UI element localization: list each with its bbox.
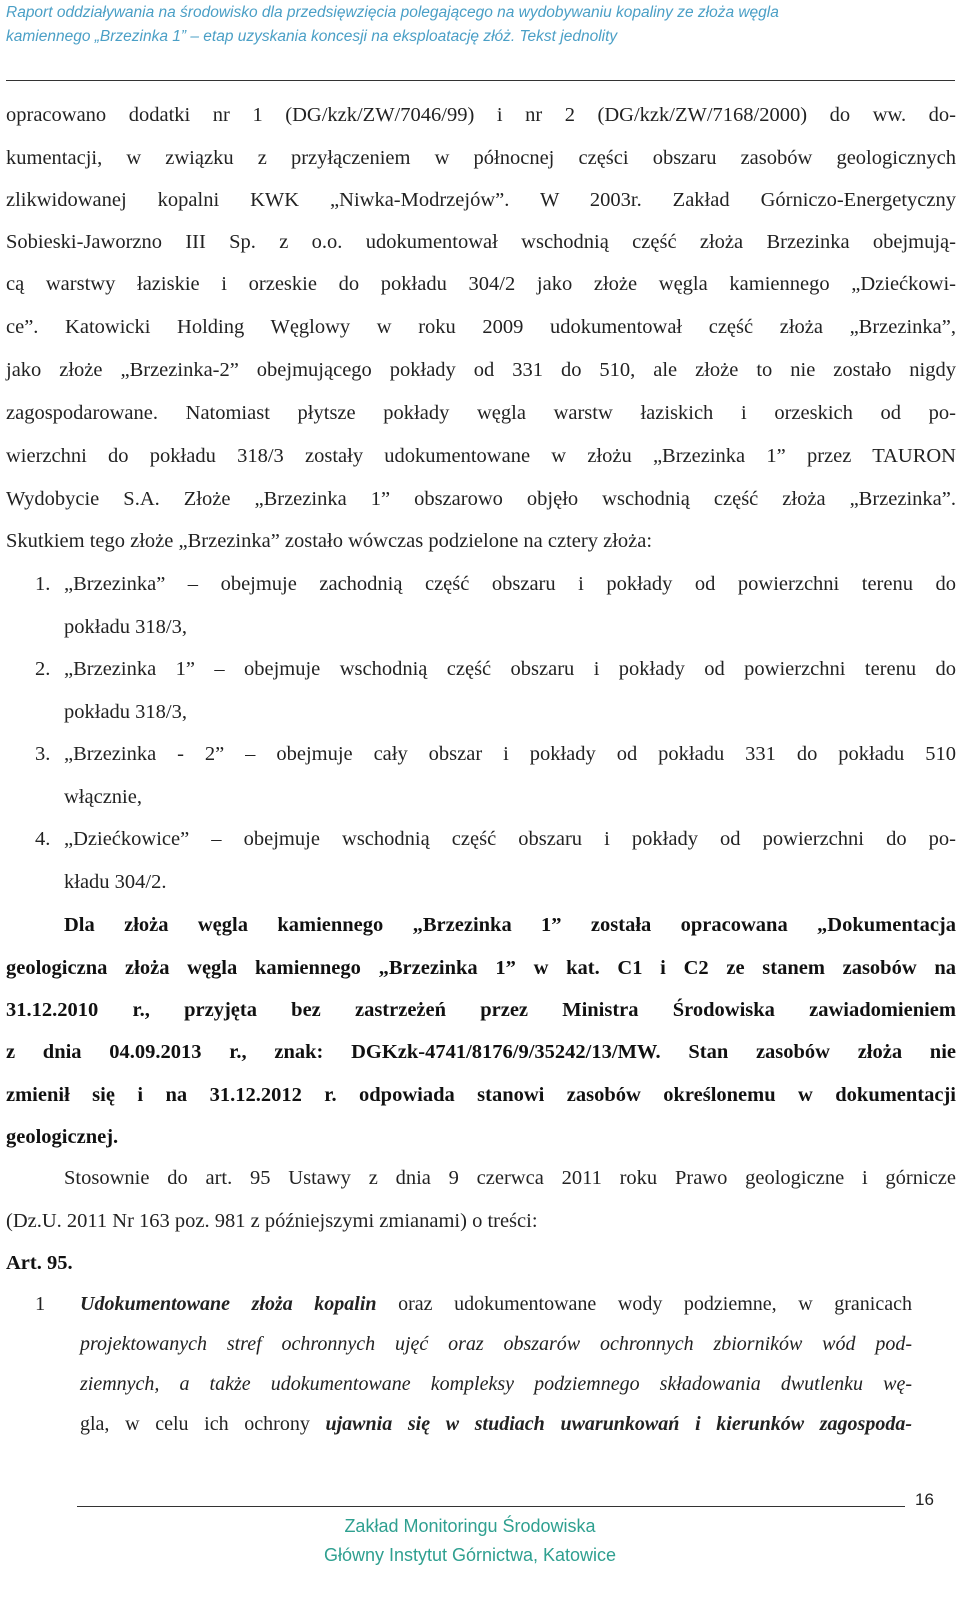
text-line: kumentacji, w związku z przyłączeniem w północnej części obszaru zasobów geologicznych [6, 147, 956, 169]
header-rule [6, 80, 955, 81]
text-line: cą warstwy łaziskie i orzeskie do pokładu 304/2 jako złoże węgla kamiennego „Dziećkowi- [6, 273, 956, 295]
text-line: zagospodarowane. Natomiast płytsze pokłady węgla warstw łaziskich i orzeskich od po- [6, 402, 956, 424]
header-line-1: Raport oddziaływania na środowisko dla przedsięwzięcia polegającego na wydobywaniu kopaliny ze złoża węgla [6, 4, 779, 21]
article-heading: Art. 95. [6, 1252, 73, 1274]
text-line: „Brzezinka 1” – obejmuje wschodnią część obszaru i pokłady od powierzchni terenu do [64, 658, 956, 680]
text-line: „Brzezinka - 2” – obejmuje cały obszar i pokłady od pokładu 331 do pokładu 510 [64, 743, 956, 765]
list-number: 1. [35, 573, 51, 595]
text-line: 31.12.2010 r., przyjęta bez zastrzeżeń przez Ministra Środowiska zawiadomieniem [6, 999, 956, 1021]
header-line-2: kamiennego „Brzezinka 1” – etap uzyskania koncesji na eksploatację złóż. Tekst jednolity [6, 28, 618, 45]
text-line: Stosownie do art. 95 Ustawy z dnia 9 czerwca 2011 roku Prawo geologiczne i górnicze [64, 1167, 956, 1189]
text-line: zmienił się i na 31.12.2012 r. odpowiada stanowi zasobów określonemu w dokumentacji [6, 1084, 956, 1106]
list-number: 2. [35, 658, 51, 680]
text-line [80, 1413, 912, 1436]
text-line: kładu 304/2. [64, 871, 167, 893]
text-line [80, 1293, 912, 1316]
text-line: pokładu 318/3, [64, 701, 187, 723]
text-line: „Dziećkowice” – obejmuje wschodnią część obszaru i pokłady od powierzchni do po- [64, 828, 956, 850]
text-line: jako złoże „Brzezinka-2” obejmującego pokłady od 331 do 510, ale złoże to nie zostało nigdy [6, 359, 956, 381]
footer-institution-line-1: Zakład Monitoringu Środowiska [344, 1516, 596, 1536]
page-number: 16 [915, 1490, 934, 1509]
footer-rule [77, 1506, 905, 1507]
text-line: zlikwidowanej kopalni KWK „Niwka-Modrzejów”. W 2003r. Zakład Górniczo-Energetyczny [6, 189, 956, 211]
text-line: pokładu 318/3, [64, 616, 187, 638]
text-segment: oraz udokumentowane wody podziemne, w granicach [376, 1293, 912, 1315]
text-line: Sobieski-Jaworzno III Sp. z o.o. udokumentował wschodnią część złoża Brzezinka obejmują- [6, 231, 956, 253]
text-line: projektowanych stref ochronnych ujęć oraz obszarów ochronnych zbiorników wód pod- [80, 1333, 912, 1355]
text-line: opracowano dodatki nr 1 (DG/kzk/ZW/7046/99) i nr 2 (DG/kzk/ZW/7168/2000) do ww. do- [6, 104, 956, 126]
text-line: „Brzezinka” – obejmuje zachodnią część obszaru i pokłady od powierzchni terenu do [64, 573, 956, 595]
text-line: (Dz.U. 2011 Nr 163 poz. 981 z późniejszymi zmianami) o treści: [6, 1210, 538, 1232]
list-number: 4. [35, 828, 51, 850]
text-line: z dnia 04.09.2013 r., znak: DGKzk-4741/8176/9/35242/13/MW. Stan zasobów złoża nie [6, 1041, 956, 1063]
text-line: Wydobycie S.A. Złoże „Brzezinka 1” obszarowo objęło wschodnią część złoża „Brzezinka”. [6, 488, 956, 510]
text-line: geologiczna złoża węgla kamiennego „Brzezinka 1” w kat. C1 i C2 ze stanem zasobów na [6, 957, 956, 979]
emphasis-text: Udokumentowane złoża kopalin [80, 1293, 377, 1315]
list-number: 3. [35, 743, 51, 765]
text-segment: gla, w celu ich ochrony [80, 1413, 326, 1435]
text-line: włącznie, [64, 786, 142, 808]
text-line: wierzchni do pokładu 318/3 zostały udokumentowane w złożu „Brzezinka 1” przez TAURON [6, 445, 956, 467]
text-line: Skutkiem tego złoże „Brzezinka” zostało wówczas podzielone na cztery złoża: [6, 530, 653, 552]
article-item-number: 1 [35, 1293, 46, 1315]
text-line: Dla złoża węgla kamiennego „Brzezinka 1” została opracowana „Dokumentacja [64, 914, 956, 936]
emphasis-text: ujawnia się w studiach uwarunkowań i kierunków zagospoda- [325, 1413, 912, 1435]
text-line: ziemnych, a także udokumentowane kompleksy podziemnego składowania dwutlenku wę- [80, 1373, 912, 1395]
text-line: ce”. Katowicki Holding Węglowy w roku 2009 udokumentował część złoża „Brzezinka”, [6, 316, 956, 338]
text-line: geologicznej. [6, 1126, 119, 1148]
footer-institution-line-2: Główny Instytut Górnictwa, Katowice [323, 1545, 617, 1565]
